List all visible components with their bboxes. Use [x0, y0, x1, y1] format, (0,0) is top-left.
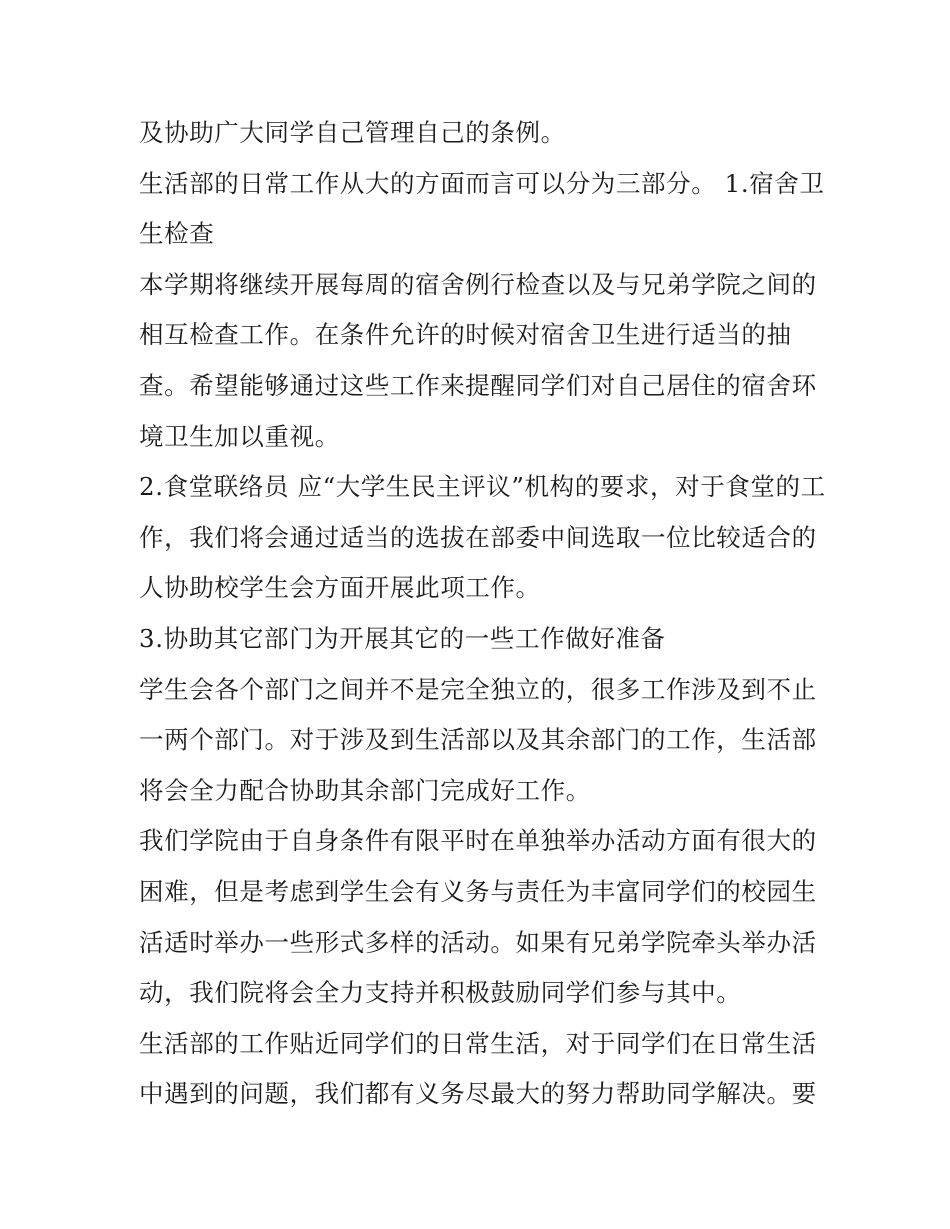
text-line: 生活部的工作贴近同学们的日常生活，对于同学们在日常生活	[139, 1028, 817, 1058]
text-line: 将会全力配合协助其余部门完成好工作。	[139, 775, 591, 805]
text-line: 本学期将继续开展每周的宿舍例行检查以及与兄弟学院之间的	[139, 269, 817, 299]
text-line: 作，我们将会通过适当的选拔在部委中间选取一位比较适合的	[139, 522, 817, 552]
text-line: 学生会各个部门之间并不是完全独立的，很多工作涉及到不止	[139, 674, 817, 704]
text-line: 及协助广大同学自己管理自己的条例。	[139, 118, 566, 147]
text-line: 一两个部门。对于涉及到生活部以及其余部门的工作，生活部	[139, 725, 817, 755]
text-line: 活适时举办一些形式多样的活动。如果有兄弟学院牵头举办活	[139, 927, 817, 957]
text-line: 相互检查工作。在条件允许的时候对宿舍卫生进行适当的抽	[139, 320, 792, 350]
text-line: 动，我们院将会全力支持并积极鼓励同学们参与其中。	[139, 978, 742, 1008]
text-line: 我们学院由于自身条件有限平时在单独举办活动方面有很大的	[139, 826, 817, 856]
text-line: 3.协助其它部门为开展其它的一些工作做好准备	[139, 623, 666, 653]
text-line: 中遇到的问题，我们都有义务尽最大的努力帮助同学解决。要	[139, 1079, 817, 1109]
text-line: 查。希望能够通过这些工作来提醒同学们对自己居住的宿舍环	[139, 370, 817, 400]
text-line: 生检查	[139, 219, 215, 249]
text-line: 生活部的日常工作从大的方面而言可以分为三部分。 1.宿舍卫	[139, 168, 825, 198]
text-line: 境卫生加以重视。	[139, 421, 340, 451]
text-line: 2.食堂联络员 应“大学生民主评议”机构的要求，对于食堂的工	[139, 472, 826, 502]
text-line: 人协助校学生会方面开展此项工作。	[139, 573, 541, 603]
document-body	[139, 108, 826, 1120]
text-line: 困难，但是考虑到学生会有义务与责任为丰富同学们的校园生	[139, 876, 817, 906]
